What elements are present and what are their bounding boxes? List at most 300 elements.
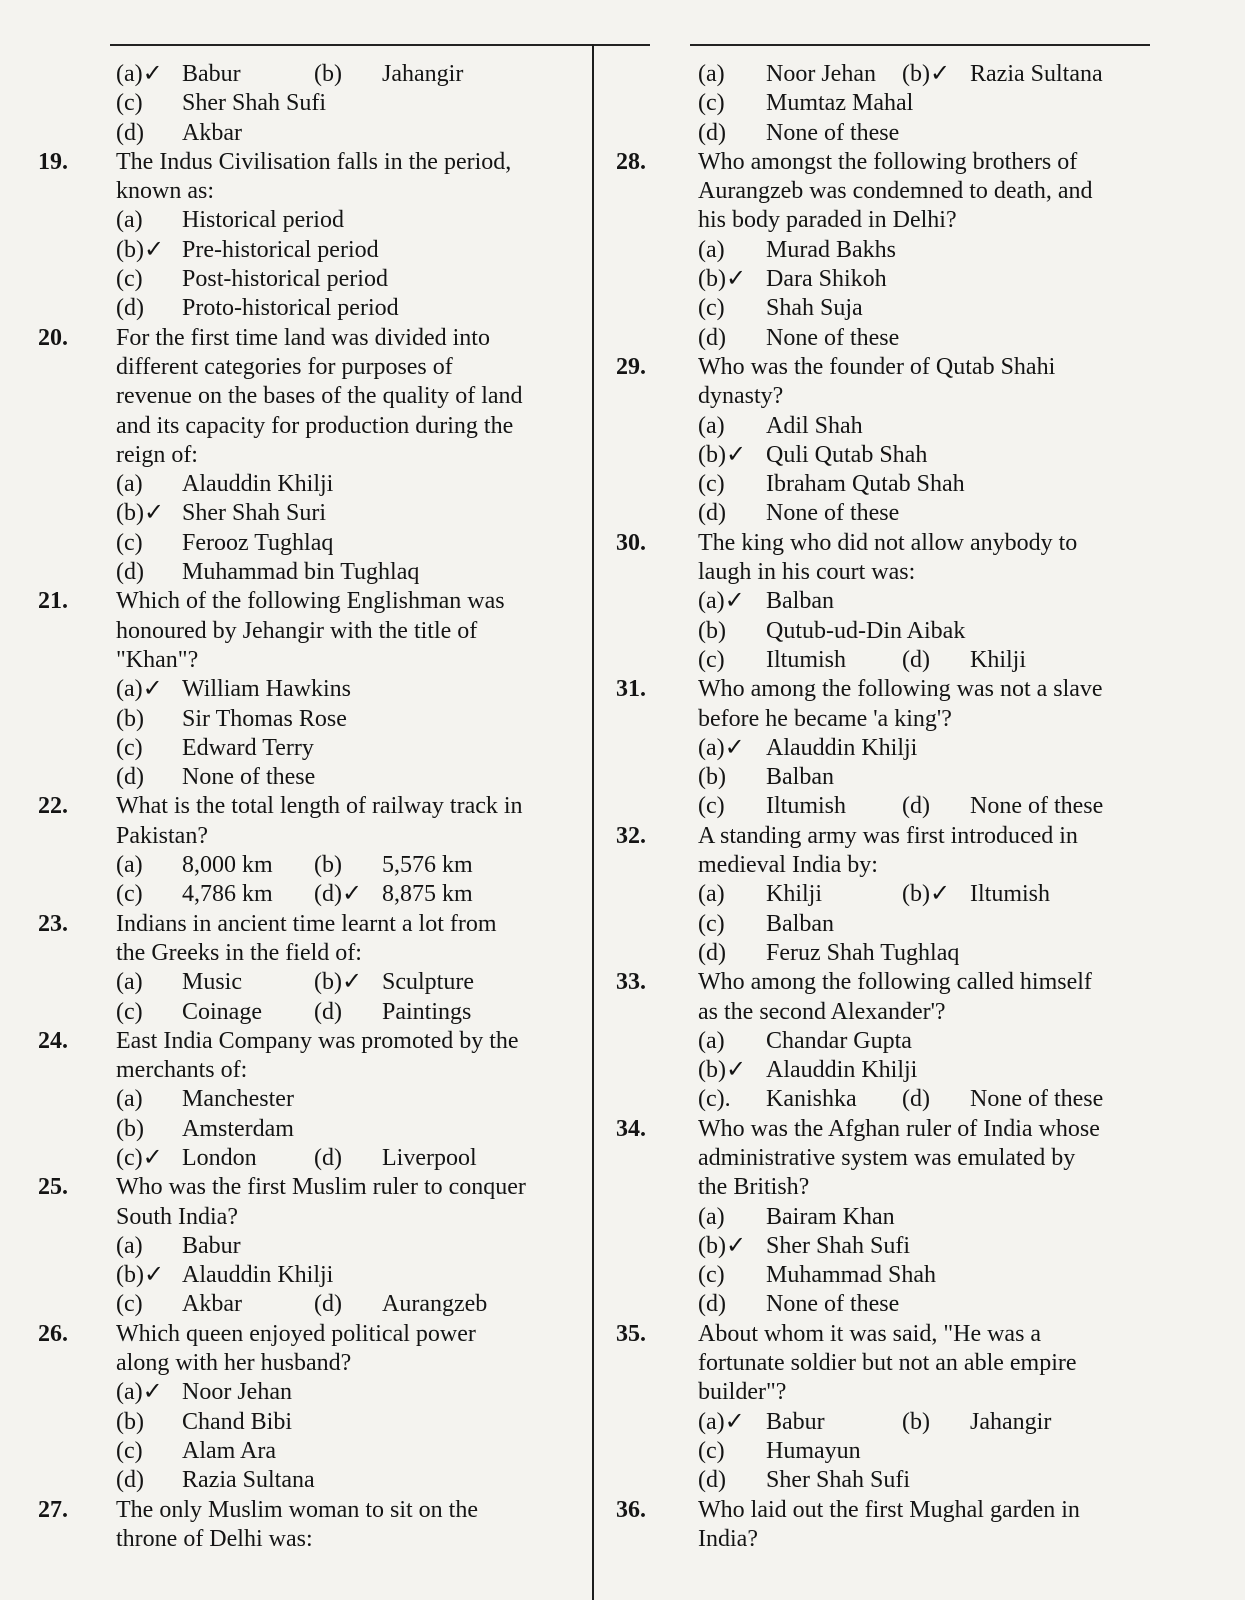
option-label: (a) <box>698 1027 725 1054</box>
option-label: (b)✓ <box>698 1057 747 1084</box>
option-row <box>616 1408 1156 1437</box>
question-text-line <box>616 148 1156 177</box>
option-label: (c) <box>116 734 143 761</box>
question-text: A standing army was first introduced in <box>698 822 1078 849</box>
question-text-line <box>38 1525 558 1554</box>
question-text-line <box>38 324 558 353</box>
option-row <box>38 499 558 528</box>
option-row <box>38 89 558 118</box>
question-text: builder"? <box>698 1379 787 1406</box>
question-text-line <box>38 177 558 206</box>
option-text: Iltumish <box>766 646 847 673</box>
option-label: (b)✓ <box>698 1232 747 1259</box>
option-text: 8,000 km <box>182 852 273 879</box>
option-text: Paintings <box>382 998 472 1025</box>
question-text-line <box>38 1496 558 1525</box>
option-text: Khilji <box>970 646 1027 673</box>
top-rule-right <box>690 44 1150 46</box>
option-label: (b) <box>116 1408 144 1435</box>
question-30 <box>616 529 1156 675</box>
question-20 <box>38 324 558 588</box>
question-27 <box>38 1496 558 1555</box>
option-label: (a)✓ <box>698 588 745 615</box>
option-text: Quli Qutab Shah <box>766 441 928 468</box>
option-text: Kanishka <box>766 1086 857 1113</box>
option-label: (d) <box>902 793 930 820</box>
option-row <box>38 294 558 323</box>
question-19 <box>38 148 558 324</box>
question-text: The Indus Civilisation falls in the period, <box>116 148 512 175</box>
option-text: Coinage <box>182 998 262 1025</box>
question-text: Which queen enjoyed political power <box>116 1320 476 1347</box>
option-row <box>616 587 1156 616</box>
option-text: None of these <box>970 793 1104 820</box>
option-label: (c) <box>116 90 143 117</box>
option-label: (d) <box>698 939 726 966</box>
question-text: fortunate soldier but not an able empire <box>698 1350 1077 1377</box>
option-text: Dara Shikoh <box>766 266 887 293</box>
question-text: For the first time land was divided into <box>116 324 490 351</box>
option-text: Feruz Shah Tughlaq <box>766 939 960 966</box>
question-text-line <box>38 617 558 646</box>
option-label: (d) <box>314 998 342 1025</box>
option-label: (b)✓ <box>698 266 747 293</box>
option-label: (d) <box>698 119 726 146</box>
option-text: None of these <box>970 1086 1104 1113</box>
question-text: About whom it was said, "He was a <box>698 1320 1042 1347</box>
option-row <box>38 1378 558 1407</box>
option-label: (b)✓ <box>116 500 165 527</box>
question-text: the Greeks in the field of: <box>116 939 362 966</box>
question-number: 29. <box>616 353 646 380</box>
question-text: before he became 'a king'? <box>698 705 952 732</box>
question-29 <box>616 353 1156 529</box>
option-label: (c). <box>698 1086 731 1113</box>
question-text-line <box>616 1496 1156 1525</box>
question-text-line <box>616 1115 1156 1144</box>
option-text: Ferooz Tughlaq <box>182 529 334 556</box>
option-text: Noor Jehan <box>766 61 876 87</box>
option-label: (a) <box>698 61 725 87</box>
option-label: (c) <box>698 1437 725 1464</box>
question-number: 31. <box>616 676 646 703</box>
option-row <box>616 441 1156 470</box>
option-label: (c) <box>698 646 725 673</box>
question-31 <box>616 675 1156 821</box>
question-number: 25. <box>38 1174 68 1201</box>
option-row <box>616 499 1156 528</box>
option-row <box>38 470 558 499</box>
option-text: Mumtaz Mahal <box>766 90 914 117</box>
question-text-line <box>616 1378 1156 1407</box>
question-text: honoured by Jehangir with the title of <box>116 617 478 644</box>
option-row <box>616 60 1156 89</box>
question-text: reign of: <box>116 441 198 468</box>
option-row <box>38 236 558 265</box>
option-row <box>38 1115 558 1144</box>
option-label: (a)✓ <box>116 61 163 87</box>
option-text: Ibraham Qutab Shah <box>766 471 965 498</box>
option-text: Iltumish <box>970 881 1051 908</box>
option-label: (b)✓ <box>902 881 951 908</box>
option-text: Liverpool <box>382 1144 477 1171</box>
option-label: (a)✓ <box>698 1408 745 1435</box>
question-text: Who amongst the following brothers of <box>698 148 1078 175</box>
option-row <box>616 1203 1156 1232</box>
option-label: (b)✓ <box>116 236 165 263</box>
option-row <box>616 1085 1156 1114</box>
option-row <box>38 998 558 1027</box>
option-label: (a) <box>116 969 143 996</box>
right-column <box>616 60 1156 1554</box>
option-row <box>616 910 1156 939</box>
option-label: (d) <box>698 324 726 351</box>
question-number: 32. <box>616 822 646 849</box>
option-text: Alauddin Khilji <box>766 1057 918 1084</box>
option-text: Akbar <box>182 119 242 146</box>
option-label: (a) <box>698 1203 725 1230</box>
option-row <box>616 880 1156 909</box>
option-text: Alam Ara <box>182 1437 276 1464</box>
question-text: The only Muslim woman to sit on the <box>116 1496 478 1523</box>
option-row <box>616 236 1156 265</box>
question-number: 30. <box>616 529 646 556</box>
question-text: India? <box>698 1525 758 1552</box>
option-label: (a) <box>698 412 725 439</box>
question-text-line <box>616 1320 1156 1349</box>
option-label: (b)✓ <box>902 61 951 87</box>
question-number: 23. <box>38 910 68 937</box>
question-35 <box>616 1320 1156 1496</box>
option-label: (d) <box>314 1291 342 1318</box>
question-28 <box>616 148 1156 353</box>
question-number: 34. <box>616 1115 646 1142</box>
question-text-line <box>616 1349 1156 1378</box>
question-text: merchants of: <box>116 1057 248 1084</box>
option-row <box>616 1437 1156 1466</box>
option-row <box>616 939 1156 968</box>
option-label: (b) <box>698 617 726 644</box>
option-row <box>38 1085 558 1114</box>
option-label: (d) <box>902 1086 930 1113</box>
question-text-line <box>616 382 1156 411</box>
option-label: (d) <box>116 764 144 791</box>
option-row <box>616 324 1156 353</box>
question-33 <box>616 968 1156 1114</box>
question-text-line <box>38 1027 558 1056</box>
question-text: and its capacity for production during the <box>116 412 514 439</box>
question-25 <box>38 1173 558 1319</box>
question-text: What is the total length of railway track in <box>116 793 523 820</box>
option-text: Qutub-ud-Din Aibak <box>766 617 966 644</box>
option-row <box>38 1408 558 1437</box>
question-text: Aurangzeb was condemned to death, and <box>698 178 1093 205</box>
option-label: (b)✓ <box>698 441 747 468</box>
option-text: Shah Suja <box>766 295 863 322</box>
question-text-line <box>38 353 558 382</box>
option-text: London <box>182 1144 257 1171</box>
question-text-line <box>38 1203 558 1232</box>
option-row <box>38 558 558 587</box>
question-text: East India Company was promoted by the <box>116 1027 519 1054</box>
option-text: Babur <box>182 1232 241 1259</box>
option-text: None of these <box>766 324 900 351</box>
option-label: (c) <box>698 1262 725 1289</box>
option-label: (c) <box>116 1437 143 1464</box>
option-row <box>616 792 1156 821</box>
option-row <box>38 851 558 880</box>
option-label: (d) <box>314 1144 342 1171</box>
option-row <box>38 265 558 294</box>
question-number: 22. <box>38 793 68 820</box>
option-label: (a)✓ <box>698 734 745 761</box>
option-text: Pre-historical period <box>182 236 379 263</box>
option-text: Historical period <box>182 207 344 234</box>
column-divider <box>592 44 594 1600</box>
option-label: (c) <box>116 266 143 293</box>
option-text: Edward Terry <box>182 734 314 761</box>
question-text: Who among the following called himself <box>698 969 1092 996</box>
option-label: (c) <box>698 295 725 322</box>
option-text: Manchester <box>182 1086 294 1113</box>
option-label: (c) <box>116 1291 143 1318</box>
option-text: Muhammad bin Tughlaq <box>182 559 420 586</box>
option-text: Sculpture <box>382 969 474 996</box>
option-row <box>616 734 1156 763</box>
option-row <box>616 1290 1156 1319</box>
option-label: (c) <box>698 910 725 937</box>
option-text: Sher Shah Sufi <box>766 1467 910 1494</box>
option-label: (c)✓ <box>116 1144 163 1171</box>
option-label: (c) <box>116 998 143 1025</box>
question-text-line <box>38 412 558 441</box>
option-row <box>616 470 1156 499</box>
option-text: Iltumish <box>766 793 847 820</box>
question-text: as the second Alexander'? <box>698 998 946 1025</box>
option-label: (d)✓ <box>314 881 363 908</box>
option-row <box>616 89 1156 118</box>
question-text-line <box>38 382 558 411</box>
question-text: "Khan"? <box>116 646 199 673</box>
question-text-line <box>616 675 1156 704</box>
option-label: (b)✓ <box>116 1262 165 1289</box>
option-label: (a)✓ <box>116 1379 163 1406</box>
option-label: (a)✓ <box>116 676 163 703</box>
option-text: Razia Sultana <box>970 61 1103 87</box>
option-row <box>38 880 558 909</box>
option-label: (a) <box>116 1086 143 1113</box>
option-text: William Hawkins <box>182 676 352 703</box>
question-text: different categories for purposes of <box>116 353 453 380</box>
option-row <box>38 705 558 734</box>
question-text: Who was the first Muslim ruler to conquer <box>116 1174 526 1201</box>
question-34 <box>616 1115 1156 1320</box>
question-number: 28. <box>616 148 646 175</box>
option-row <box>616 119 1156 148</box>
question-text-line <box>38 939 558 968</box>
option-row <box>616 1027 1156 1056</box>
question-number: 21. <box>38 588 68 615</box>
question-text-line <box>38 1320 558 1349</box>
option-text: Jahangir <box>382 61 464 87</box>
question-text: administrative system was emulated by <box>698 1144 1076 1171</box>
question-text-line <box>38 646 558 675</box>
question-32 <box>616 822 1156 968</box>
option-text: 4,786 km <box>182 881 273 908</box>
question-21 <box>38 587 558 792</box>
option-row <box>616 1466 1156 1495</box>
question-text-line <box>616 998 1156 1027</box>
continued-options <box>616 60 1156 148</box>
question-text-line <box>38 587 558 616</box>
option-text: Muhammad Shah <box>766 1262 936 1289</box>
option-label: (b) <box>314 852 342 879</box>
option-text: Alauddin Khilji <box>182 471 334 498</box>
question-number: 24. <box>38 1027 68 1054</box>
question-text: along with her husband? <box>116 1350 352 1377</box>
option-row <box>38 675 558 704</box>
option-text: Humayun <box>766 1437 861 1464</box>
option-label: (a) <box>698 236 725 263</box>
option-row <box>616 617 1156 646</box>
option-row <box>38 206 558 235</box>
option-label: (b) <box>314 61 342 87</box>
option-text: Alauddin Khilji <box>182 1262 334 1289</box>
question-text: throne of Delhi was: <box>116 1525 313 1552</box>
option-row <box>616 1261 1156 1290</box>
option-text: Amsterdam <box>182 1115 294 1142</box>
option-label: (d) <box>902 646 930 673</box>
question-text-line <box>616 968 1156 997</box>
option-label: (c) <box>116 881 143 908</box>
option-text: Sher Shah Sufi <box>182 90 326 117</box>
question-text: Pakistan? <box>116 822 208 849</box>
question-text: Who was the Afghan ruler of India whose <box>698 1115 1100 1142</box>
question-text-line <box>616 1173 1156 1202</box>
question-text: Which of the following Englishman was <box>116 588 505 615</box>
option-text: Sir Thomas Rose <box>182 705 347 732</box>
option-row <box>38 1437 558 1466</box>
option-text: None of these <box>766 1291 900 1318</box>
option-label: (d) <box>698 500 726 527</box>
question-36 <box>616 1496 1156 1555</box>
option-label: (d) <box>698 1291 726 1318</box>
option-text: Razia Sultana <box>182 1467 315 1494</box>
option-row <box>38 529 558 558</box>
option-label: (c) <box>698 90 725 117</box>
question-text-line <box>616 353 1156 382</box>
option-text: 5,576 km <box>382 852 473 879</box>
option-text: Akbar <box>182 1291 242 1318</box>
top-rule-left <box>110 44 650 46</box>
question-number: 20. <box>38 324 68 351</box>
question-text: The king who did not allow anybody to <box>698 529 1078 556</box>
option-row <box>616 412 1156 441</box>
option-text: None of these <box>766 500 900 527</box>
option-row <box>38 763 558 792</box>
option-row <box>38 968 558 997</box>
question-text-line <box>38 792 558 821</box>
question-text-line <box>616 529 1156 558</box>
option-text: Music <box>182 969 242 996</box>
option-row <box>616 1056 1156 1085</box>
option-label: (a) <box>116 207 143 234</box>
question-text-line <box>616 206 1156 235</box>
question-text: revenue on the bases of the quality of land <box>116 383 523 410</box>
option-text: 8,875 km <box>382 881 473 908</box>
question-23 <box>38 910 558 1027</box>
option-row <box>616 646 1156 675</box>
question-number: 33. <box>616 969 646 996</box>
option-label: (b) <box>698 764 726 791</box>
option-label: (d) <box>116 559 144 586</box>
question-text-line <box>38 441 558 470</box>
question-text-line <box>616 851 1156 880</box>
option-label: (d) <box>116 1467 144 1494</box>
option-text: Post-historical period <box>182 266 388 293</box>
left-column <box>38 60 558 1554</box>
question-24 <box>38 1027 558 1173</box>
question-text: Who among the following was not a slave <box>698 676 1103 703</box>
question-text: dynasty? <box>698 383 784 410</box>
question-number: 19. <box>38 148 68 175</box>
option-text: Noor Jehan <box>182 1379 292 1406</box>
option-label: (a) <box>698 881 725 908</box>
question-number: 36. <box>616 1496 646 1523</box>
continued-options <box>38 60 558 148</box>
question-text-line <box>38 1173 558 1202</box>
question-text-line <box>616 822 1156 851</box>
question-text: South India? <box>116 1203 238 1230</box>
option-text: Bairam Khan <box>766 1203 895 1230</box>
option-row <box>38 1232 558 1261</box>
option-label: (a) <box>116 852 143 879</box>
question-text: known as: <box>116 178 214 205</box>
question-text: medieval India by: <box>698 852 878 879</box>
option-label: (a) <box>116 1232 143 1259</box>
question-text: laugh in his court was: <box>698 559 916 586</box>
option-row <box>38 119 558 148</box>
option-label: (b)✓ <box>314 969 363 996</box>
option-row <box>38 1290 558 1319</box>
option-label: (d) <box>698 1467 726 1494</box>
question-text: Who was the founder of Qutab Shahi <box>698 353 1056 380</box>
question-22 <box>38 792 558 909</box>
question-text: Indians in ancient time learnt a lot from <box>116 910 497 937</box>
option-text: Proto-historical period <box>182 295 399 322</box>
question-text: the British? <box>698 1174 810 1201</box>
question-text-line <box>616 558 1156 587</box>
option-label: (c) <box>698 793 725 820</box>
option-text: Sher Shah Sufi <box>766 1232 910 1259</box>
question-text-line <box>38 1349 558 1378</box>
question-number: 27. <box>38 1496 68 1523</box>
option-text: Babur <box>766 1408 825 1435</box>
option-label: (b) <box>116 705 144 732</box>
option-text: Balban <box>766 910 834 937</box>
question-text-line <box>616 1525 1156 1554</box>
option-text: Balban <box>766 588 834 615</box>
option-label: (c) <box>116 529 143 556</box>
question-text-line <box>38 910 558 939</box>
question-number: 35. <box>616 1320 646 1347</box>
option-text: None of these <box>766 119 900 146</box>
option-label: (c) <box>698 471 725 498</box>
option-text: Murad Bakhs <box>766 236 896 263</box>
option-row <box>616 763 1156 792</box>
option-text: None of these <box>182 764 316 791</box>
question-26 <box>38 1320 558 1496</box>
